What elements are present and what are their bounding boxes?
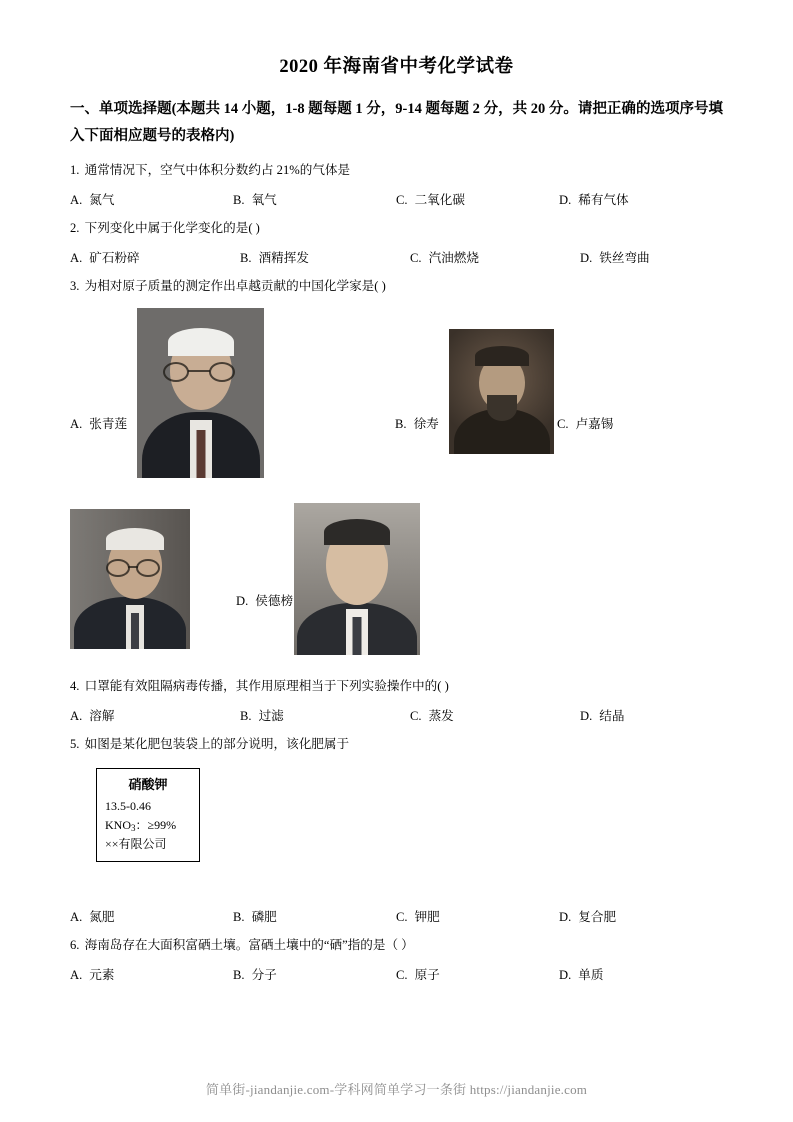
option-2-d[interactable]: D. 铁丝弯曲 — [580, 250, 650, 265]
option-6-d[interactable]: D. 单质 — [559, 968, 604, 983]
option-4-b[interactable]: B. 过滤 — [240, 709, 284, 724]
page-title: 2020 年海南省中考化学试卷 — [279, 57, 514, 77]
question-2-number: 2. — [70, 220, 80, 235]
portrait-xu-shou-image — [449, 329, 554, 454]
option-6-a[interactable]: A. 元素 — [70, 968, 115, 983]
option-3-c[interactable]: C. 卢嘉锡 — [557, 417, 614, 432]
option-1-b[interactable]: B. 氧气 — [233, 192, 277, 207]
fertilizer-label-figure — [96, 768, 200, 862]
option-4-d[interactable]: D. 结晶 — [580, 709, 625, 724]
portrait-zhang-qinglian-image — [137, 308, 264, 478]
option-3-b[interactable]: B. 徐寿 — [395, 417, 439, 432]
fertilizer-name: 硝酸钾 — [128, 777, 168, 793]
option-3-a[interactable]: A. 张青莲 — [70, 417, 128, 432]
question-3-text: 为相对原子质量的测定作出卓越贡献的中国化学家是( ) — [84, 278, 386, 293]
option-5-d[interactable]: D. 复合肥 — [559, 910, 617, 925]
question-4-stem — [70, 676, 723, 696]
question-4-options — [70, 705, 723, 724]
question-1-number: 1. — [70, 162, 80, 177]
question-5-options — [70, 906, 723, 925]
question-1-text: 通常情况下，空气中体积分数约占 21%的气体是 — [84, 162, 351, 177]
question-6-options — [70, 964, 723, 983]
question-1-stem — [70, 160, 723, 180]
option-1-d[interactable]: D. 稀有气体 — [559, 192, 629, 207]
question-5-number: 5. — [70, 737, 80, 752]
question-2-options — [70, 247, 723, 266]
section-heading: 一、单项选择题(本题共 14 小题，1-8 题每题 1 分，9-14 题每题 2 分，共 20 分。请把正确的选项序号填入下面相应题号的表格内) — [70, 101, 723, 144]
question-3-stem — [70, 276, 723, 296]
portrait-lu-jiaxi-image — [70, 509, 190, 649]
question-5-stem — [70, 734, 723, 754]
option-1-a[interactable]: A. 氮气 — [70, 192, 115, 207]
option-5-b[interactable]: B. 磷肥 — [233, 910, 277, 925]
option-5-c[interactable]: C. 钾肥 — [396, 910, 440, 925]
option-2-c[interactable]: C. 汽油燃烧 — [410, 250, 479, 265]
option-2-b[interactable]: B. 酒精挥发 — [240, 250, 309, 265]
question-6-stem — [70, 935, 723, 955]
question-4-number: 4. — [70, 679, 80, 694]
option-3-d[interactable]: D. 侯德榜 — [236, 594, 294, 609]
option-6-c[interactable]: C. 原子 — [396, 968, 440, 983]
footer-watermark: 简单街-jiandanjie.com-学科网简单学习一条街 https://jiandanjie.com — [205, 1082, 588, 1097]
option-6-b[interactable]: B. 分子 — [233, 968, 277, 983]
question-2-stem — [70, 218, 723, 238]
question-1-options — [70, 189, 723, 208]
fertilizer-purity: $KNO_3$：≥99% — [105, 818, 177, 834]
portrait-hou-debang-image — [294, 503, 420, 655]
option-4-a[interactable]: A. 溶解 — [70, 709, 115, 724]
question-3-portraits — [70, 302, 723, 672]
option-5-a[interactable]: A. 氮肥 — [70, 910, 115, 925]
question-6-text: 海南岛存在大面积富硒土壤。富硒土壤中的“硒”指的是（ ） — [84, 938, 414, 953]
question-6-number: 6. — [70, 938, 80, 953]
option-1-c[interactable]: C. 二氧化碳 — [396, 192, 465, 207]
question-3-number: 3. — [70, 278, 80, 293]
fertilizer-company: ××有限公司 — [105, 836, 167, 851]
question-2-text: 下列变化中属于化学变化的是( ) — [84, 220, 260, 235]
option-4-c[interactable]: C. 蒸发 — [410, 709, 454, 724]
question-5-text: 如图是某化肥包装袋上的部分说明，该化肥属于 — [84, 737, 350, 752]
question-4-text: 口罩能有效阻隔病毒传播，其作用原理相当于下列实验操作中的( ) — [84, 679, 449, 694]
fertilizer-ratio: 13.5-0.46 — [105, 799, 151, 814]
option-2-a[interactable]: A. 矿石粉碎 — [70, 250, 140, 265]
